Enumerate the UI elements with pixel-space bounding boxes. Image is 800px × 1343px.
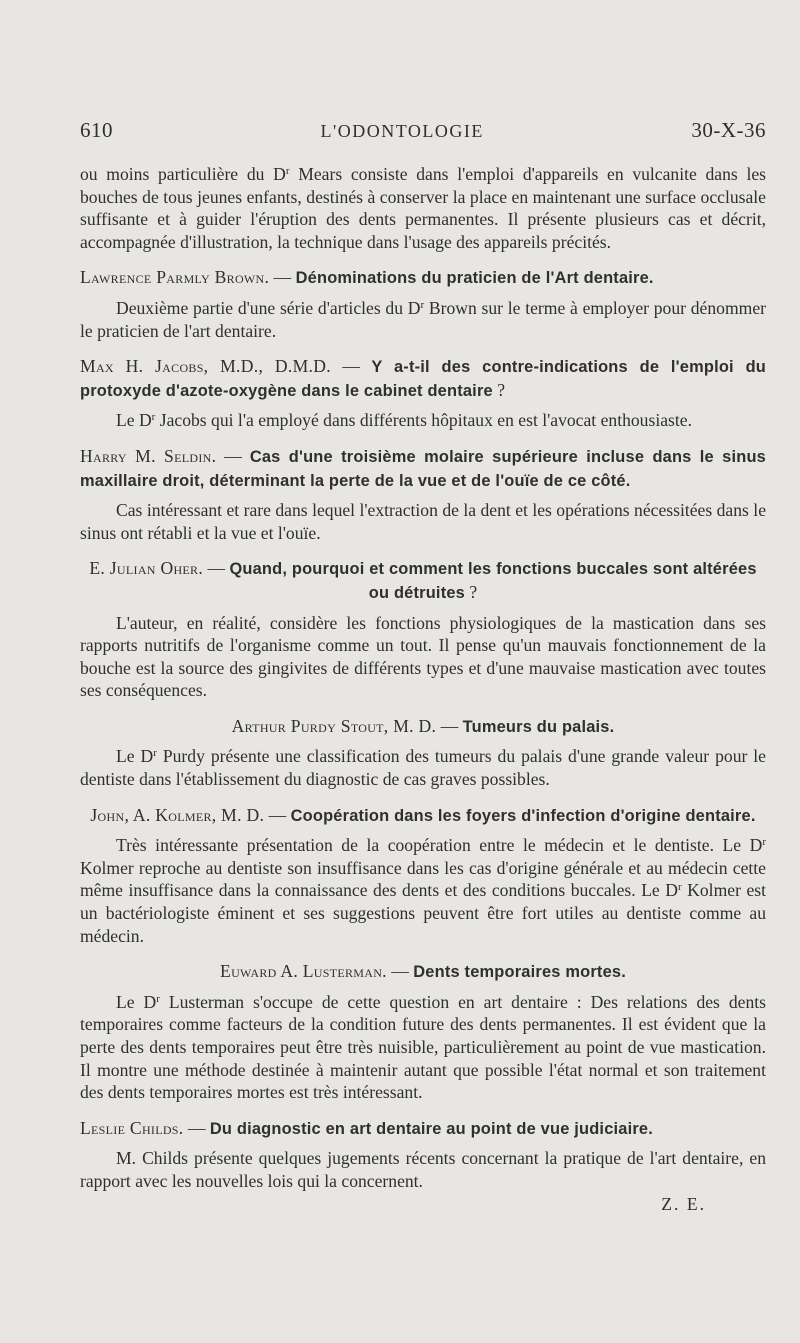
entry-title: Cas d'une troisième molaire supérieure incluse dans le sinus maxillaire droit, déterminant la perte de la vue et de l'ouïe de ce côté. bbox=[80, 447, 766, 490]
page-body bbox=[80, 163, 766, 1215]
entry-author: E. Julian Oher. bbox=[89, 558, 204, 579]
entry-heading: Harry M. Seldin. — Cas d'une troisième molaire supérieure incluse dans le sinus maxillaire droit, déterminant la perte de la vue et de l'ouïe de ce côté. bbox=[80, 445, 766, 490]
entry-summary: Cas intéressant et rare dans lequel l'extraction de la dent et les opérations nécessitées dans le sinus ont rétabli et la vue et l'ouïe. bbox=[80, 500, 766, 543]
entry-title: Du diagnostic en art dentaire au point de vue judiciaire. bbox=[209, 1119, 653, 1138]
abstract-lusterman bbox=[80, 960, 766, 1104]
running-title: L'ODONTOLOGIE bbox=[320, 121, 484, 141]
page-number: 610 bbox=[80, 118, 113, 142]
abstract-stout bbox=[80, 715, 766, 791]
abstract-jacobs bbox=[80, 355, 766, 432]
entry-summary: L'auteur, en réalité, considère les fonctions physiologiques de la mastication dans ses rapports nutritifs de l'organisme comme un tout. Il pense qu'un mauvais fonctionnement de la bouche est la source des gingivites de différents types et d'une mauvaise mastication avec toutes ses conséquences. bbox=[80, 612, 766, 701]
abstract-oher bbox=[80, 557, 766, 702]
entry-author: Max H. Jacobs, M.D., D.M.D. bbox=[80, 356, 331, 377]
abstract-seldin bbox=[80, 445, 766, 544]
entry-title: Tumeurs du palais. bbox=[462, 717, 615, 736]
entry-title: Quand, pourquoi et comment les fonctions buccales sont altérées ou détruites bbox=[229, 560, 757, 602]
abstract-brown bbox=[80, 266, 766, 342]
entry-heading: E. Julian Oher. — Quand, pourquoi et comment les fonctions buccales sont altérées ou détruites ? bbox=[89, 558, 757, 602]
entry-author: Harry M. Seldin. bbox=[80, 445, 217, 466]
entry-author: Leslie Childs. bbox=[80, 1117, 184, 1138]
entry-summary: M. Childs présente quelques jugements récents concernant la pratique de l'art dentaire, en rapport avec les nouvelles lois qui la concernent. bbox=[80, 1148, 766, 1191]
entry-heading: Leslie Childs. — Du diagnostic en art dentaire au point de vue judiciaire. bbox=[80, 1117, 653, 1138]
entry-heading: Max H. Jacobs, M.D., D.M.D. — Y a-t-il des contre-indications de l'emploi du protoxyde d'azote-oxygène dans le cabinet dentaire ? bbox=[80, 356, 766, 400]
entry-summary: Très intéressante présentation de la coopération entre le médecin et le dentiste. Le $D^r$ Kolmer reproche au dentiste son insuffisance dans les cas d'origine générale et au médecin cette même insuffisance dans la connaissance des dents et des conditions buccales. Le $D^r$ Kolmer est un bactériologiste éminent et ses suggestions peuvent être fort utiles au dentiste comme au médecin. bbox=[80, 835, 766, 946]
entry-title: Dénominations du praticien de l'Art dentaire. bbox=[295, 269, 654, 288]
entry-author: Lawrence Parmly Brown. bbox=[80, 267, 270, 288]
entry-heading: John, A. Kolmer, M. D. — Coopération dans les foyers d'infection d'origine dentaire. bbox=[90, 804, 756, 825]
entry-heading: Arthur Purdy Stout, M. D. — Tumeurs du palais. bbox=[231, 715, 615, 736]
entry-summary: Le $D^r$ Jacobs qui l'a employé dans différents hôpitaux en est l'avocat enthousiaste. bbox=[116, 410, 692, 431]
page-header bbox=[80, 118, 766, 143]
abstract-kolmer bbox=[80, 804, 766, 948]
entry-title: Dents temporaires mortes. bbox=[413, 963, 626, 982]
entry-author: Arthur Purdy Stout, M. D. bbox=[231, 715, 437, 736]
abstract-childs bbox=[80, 1117, 766, 1193]
entry-summary: Deuxième partie d'une série d'articles du $D^r$ Brown sur le terme à employer pour dénommer le praticien de l'art dentaire. bbox=[80, 297, 766, 341]
entry-author: John, A. Kolmer, M. D. bbox=[90, 804, 265, 825]
entry-title: Y a-t-il des contre-indications de l'emploi du protoxyde d'azote-oxygène dans le cabinet dentaire bbox=[80, 358, 766, 400]
entry-summary: Le $D^r$ Lusterman s'occupe de cette question en art dentaire : Des relations des dents temporaires comme facteurs de la condition future des dents permanentes. Il est évident que la perte des dents temporaires peut être très nuisible, particulièrement au point de vue mastication. Il montre une méthode destinée à maintenir autant que possible l'état normal et son traitement des dents temporaires mortes est très intéressant. bbox=[80, 991, 766, 1103]
intro-paragraph: ou moins particulière du $D^r$ Mears consiste dans l'emploi d'appareils en vulcanite dans les bouches de tous jeunes enfants, destinés à conserver la place en maintenant une surface occlusale suffisante et à guider l'éruption des dents permanentes. Il présente plusieurs cas et décrit, accompagnée d'illustration, la technique dans l'usage des appareils précités. bbox=[80, 164, 766, 252]
entry-heading: Lawrence Parmly Brown. — Dénominations du praticien de l'Art dentaire. bbox=[80, 267, 654, 288]
issue-date: 30-X-36 bbox=[691, 118, 766, 142]
entry-author: Euward A. Lusterman. bbox=[220, 961, 387, 982]
entry-title: Coopération dans les foyers d'infection d'origine dentaire. bbox=[290, 806, 756, 825]
reviewer-signature: Z. E. bbox=[661, 1193, 706, 1214]
entry-heading: Euward A. Lusterman. — Dents temporaires mortes. bbox=[220, 961, 626, 982]
entry-summary: Le $D^r$ Purdy présente une classification des tumeurs du palais d'une grande valeur pour le dentiste dans l'établissement du diagnostic de cas graves possibles. bbox=[80, 746, 766, 790]
